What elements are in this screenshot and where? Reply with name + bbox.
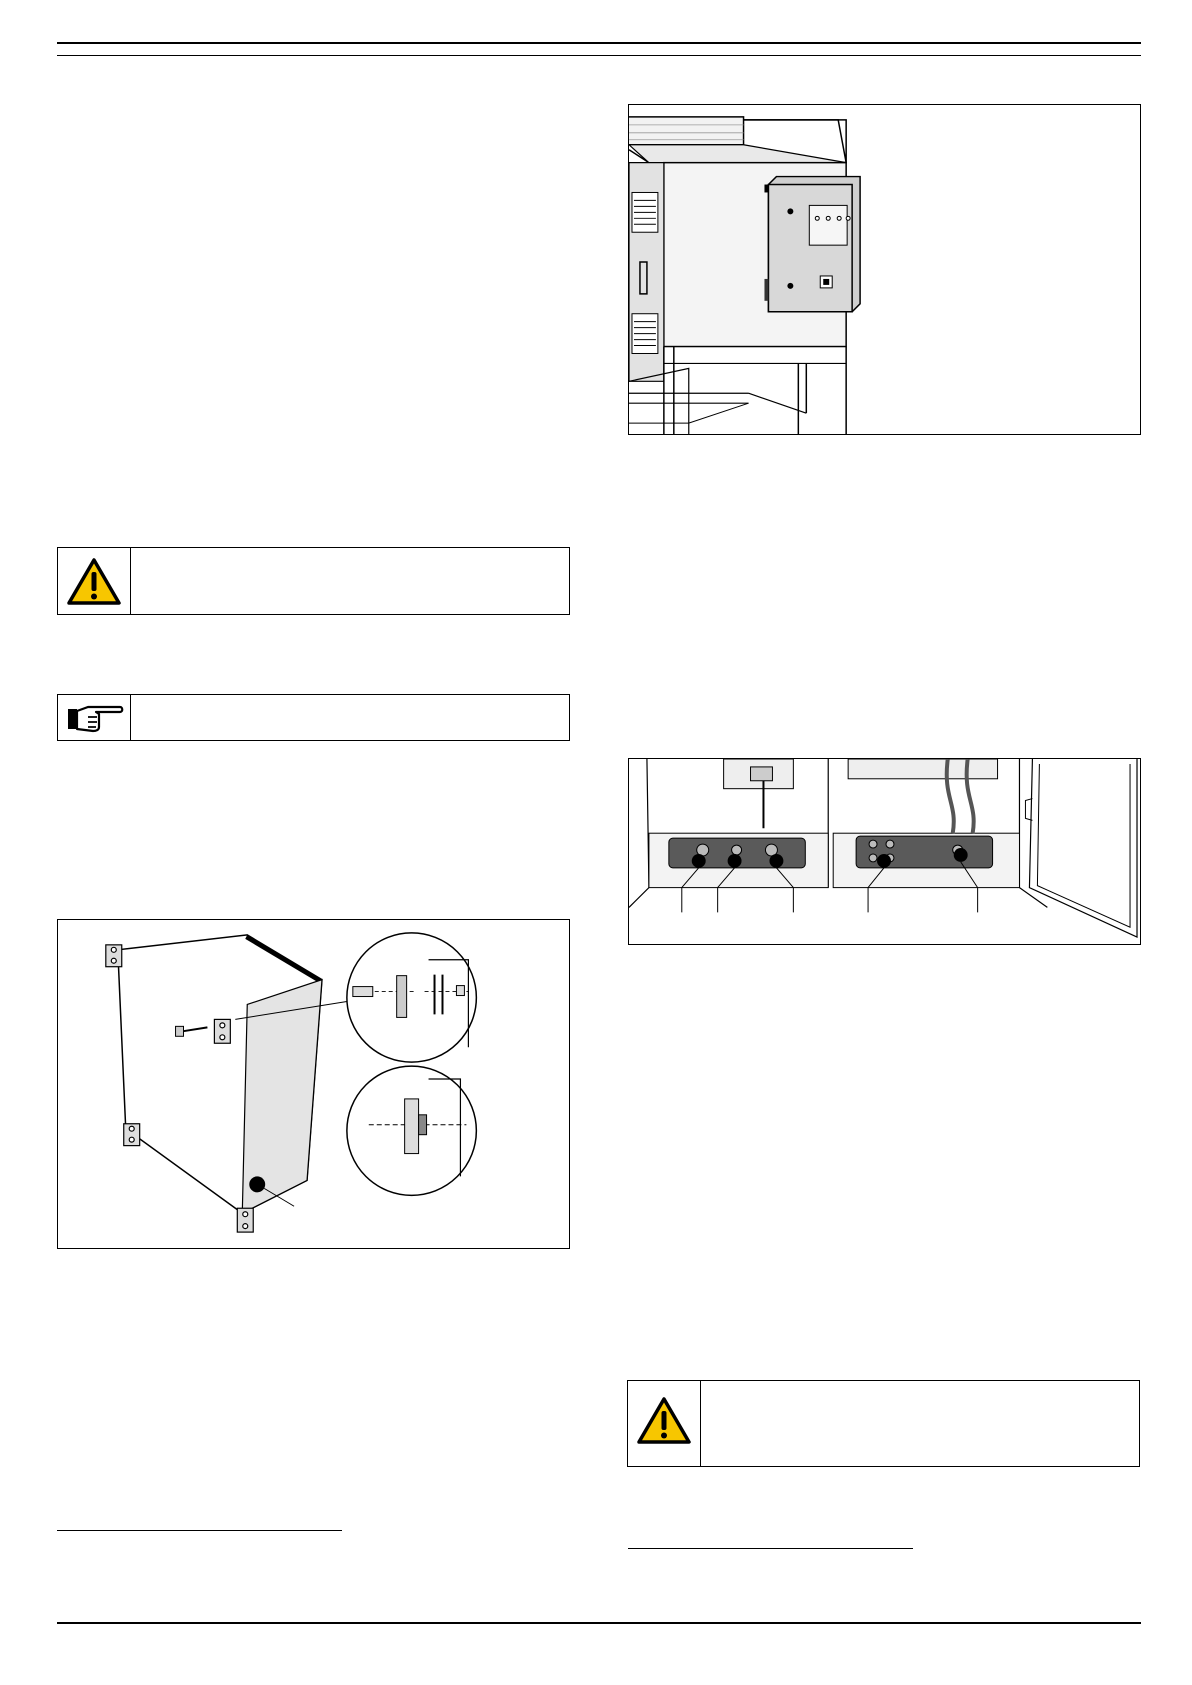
callout-dot-b <box>728 854 742 868</box>
installed-cabinet-drawing <box>629 105 1140 434</box>
header-rule-top <box>57 42 1141 44</box>
figure-installed-cabinet <box>628 104 1141 435</box>
warning-triangle-icon <box>66 557 122 607</box>
callout-dot-c <box>769 854 783 868</box>
warning-box-left <box>57 547 570 615</box>
footnote-rule-left <box>57 1530 342 1531</box>
cable-entry-drawing <box>629 759 1140 944</box>
figure-cable-entry <box>628 758 1141 945</box>
warning-triangle-icon <box>636 1396 692 1446</box>
note-box-left <box>57 694 570 741</box>
figure-wall-mounting <box>57 919 570 1249</box>
warning-box-right <box>627 1380 1140 1467</box>
callout-dot-a <box>692 854 706 868</box>
callout-dot-e <box>954 848 968 862</box>
callout-dot-d <box>877 854 891 868</box>
wall-mounting-drawing <box>58 920 569 1248</box>
pointing-hand-icon <box>66 701 124 735</box>
footer-rule <box>57 1622 1141 1624</box>
footnote-rule-right <box>628 1548 913 1549</box>
header-rule-bottom <box>57 55 1141 56</box>
callout-dot-1 <box>249 1176 265 1192</box>
